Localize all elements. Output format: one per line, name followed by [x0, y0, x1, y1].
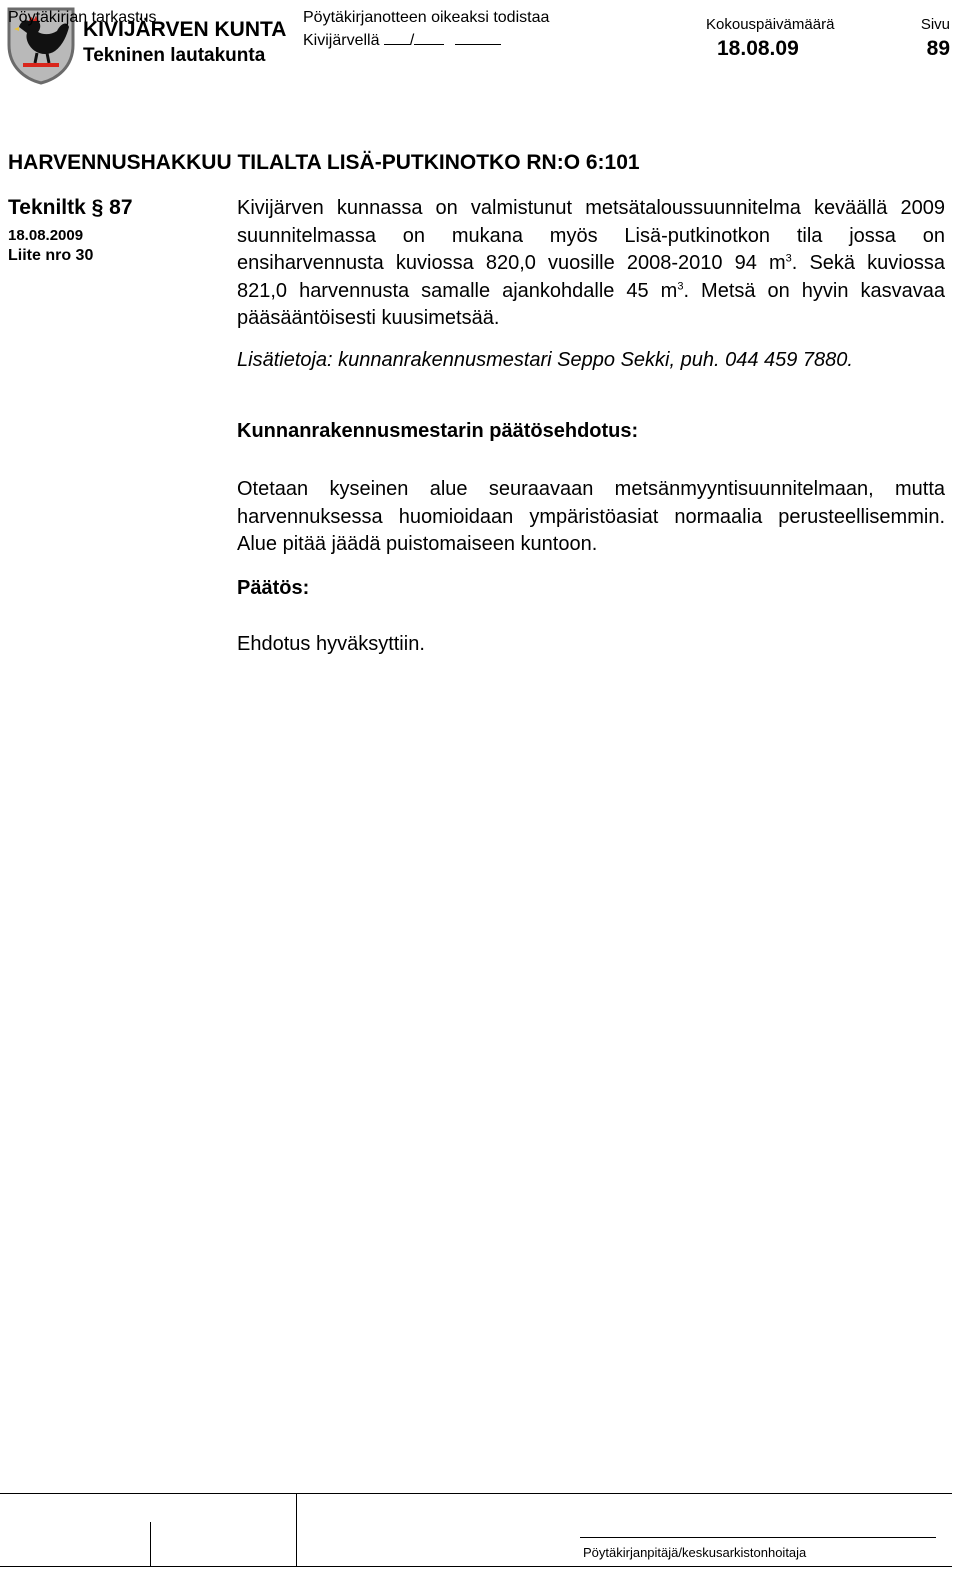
- footer-divider: [296, 1494, 297, 1566]
- page-label: Sivu: [920, 16, 950, 33]
- superscript-1: 3: [785, 252, 792, 265]
- description-text-1: Kivijärven kunnassa on valmistunut metsätaloussuunnitelma keväällä 2009 suunnitelmassa on mukana myös Lisä-putkinotkon tila jossa on ensiharvennusta kuviossa 820,0 vuosille 2008-2010 94 m: [237, 197, 945, 274]
- month-blank: [414, 29, 444, 45]
- signer-title: Pöytäkirjanpitäjä/keskusarkistonhoitaja: [583, 1545, 807, 1560]
- info-paragraph: Lisätietoja: kunnanrakennusmestari Seppo Sekki, puh. 044 459 7880.: [237, 349, 853, 371]
- date-separator: /: [409, 32, 415, 49]
- review-label: Pöytäkirjan tarkastus: [8, 9, 157, 26]
- place-name: Kivijärvellä: [303, 32, 380, 49]
- proposal-paragraph: Otetaan kyseinen alue seuraavaan metsänmyyntisuunnitelmaan, mutta harvennuksessa huomioidaan ympäristöasiat normaalia perusteellisemmin. Alue pitää jäädä puistomaiseen kuntoon.: [237, 478, 945, 555]
- organization-name: KIVIJÄRVEN KUNTA: [83, 18, 287, 41]
- superscript-2: 3: [677, 279, 684, 292]
- section-ref-label: Tekniltk: [8, 196, 86, 219]
- day-blank: [384, 29, 410, 45]
- proposal-heading: Kunnanrakennusmestarin päätösehdotus:: [237, 420, 639, 442]
- section-date: 18.08.2009: [8, 227, 84, 244]
- document-title: HARVENNUSHAKKUU TILALTA LISÄ-PUTKINOTKO RN:O 6:101: [8, 151, 640, 174]
- committee-name: Tekninen lautakunta: [83, 45, 266, 66]
- signature-footer: [0, 1493, 952, 1567]
- year-blank: [455, 29, 501, 45]
- decision-heading: Päätös:: [237, 577, 310, 599]
- section-number: 87: [109, 196, 133, 219]
- description-text-3: . Metsä on hyvin kasvavaa pääsääntöisesti kuusimetsää.: [237, 279, 945, 329]
- footer-inner-divider: [150, 1522, 151, 1566]
- decision-paragraph: Ehdotus hyväksyttiin.: [237, 633, 425, 655]
- certification-label: Pöytäkirjanotteen oikeaksi todistaa: [303, 9, 550, 26]
- section-reference: [8, 195, 208, 221]
- section-sign: §: [91, 196, 104, 219]
- meeting-date: 18.08.09: [717, 37, 799, 60]
- signature-line: [580, 1537, 936, 1538]
- description-text-2: . Sekä kuviossa 821,0 harvennusta samalle ajankohdalle 45 m: [237, 252, 945, 302]
- place-date-line: [303, 29, 501, 51]
- attachment-number: Liite nro 30: [8, 247, 94, 264]
- page-number: 89: [926, 37, 950, 60]
- description-paragraph: [237, 195, 945, 333]
- meeting-date-label: Kokouspäivämäärä: [706, 16, 835, 33]
